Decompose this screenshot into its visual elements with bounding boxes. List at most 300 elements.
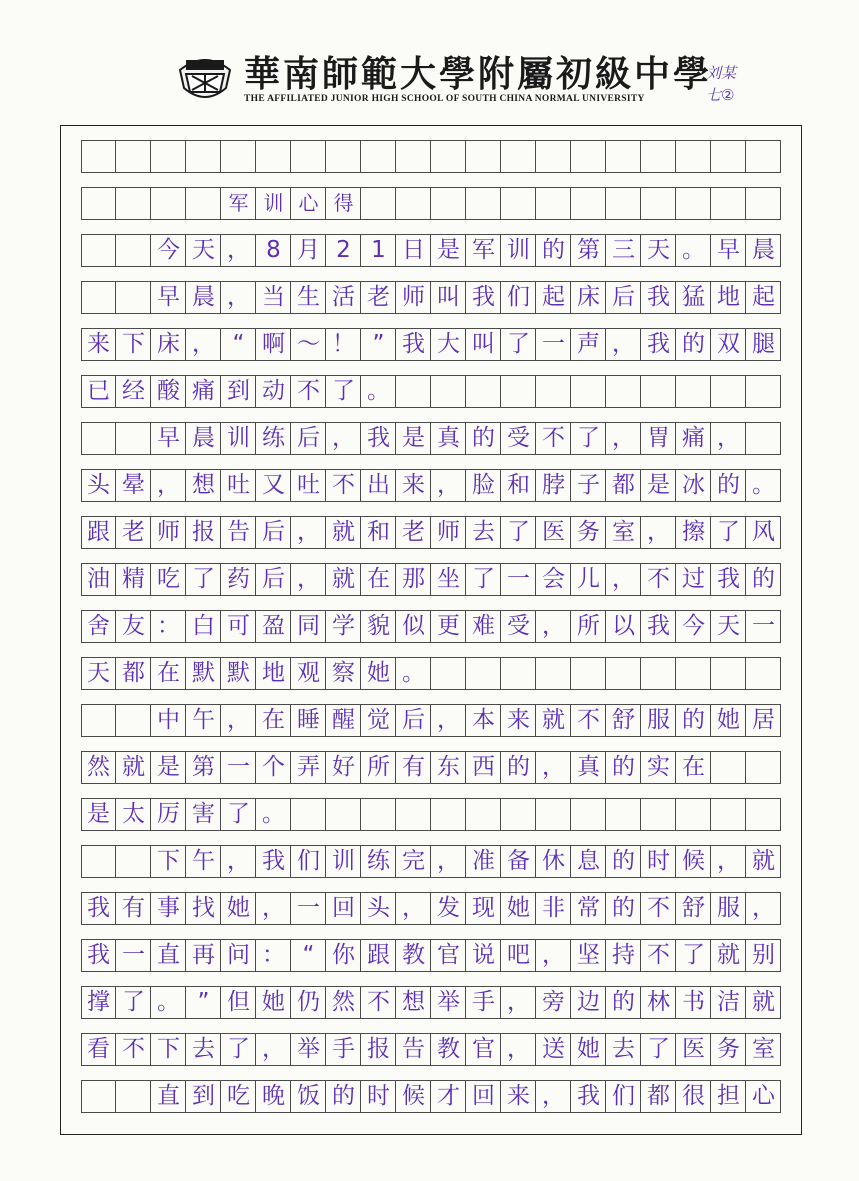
essay-character: 后 — [612, 284, 635, 310]
essay-character: 举 — [437, 989, 460, 1015]
essay-character: 想 — [402, 989, 425, 1015]
essay-character: 了 — [227, 801, 250, 827]
essay-character: 直 — [157, 1083, 180, 1109]
essay-character: 又 — [262, 472, 285, 498]
essay-character — [571, 140, 606, 173]
essay-character: 真 — [437, 425, 460, 451]
essay-character — [641, 375, 676, 408]
essay-character — [256, 140, 291, 173]
school-letterhead — [170, 42, 713, 114]
essay-character — [571, 798, 606, 831]
essay-character: 和 — [367, 519, 390, 545]
essay-character: 了 — [577, 425, 600, 451]
essay-character: ” — [197, 989, 210, 1015]
essay-character — [116, 187, 151, 220]
essay-character: 会 — [542, 566, 565, 592]
essay-character: 后 — [262, 519, 285, 545]
essay-character: 问 — [227, 942, 250, 968]
essay-line — [81, 469, 781, 502]
essay-character: 风 — [752, 519, 775, 545]
essay-character: 地 — [717, 284, 740, 310]
essay-character — [431, 375, 466, 408]
essay-character: 去 — [472, 519, 495, 545]
essay-character: 后 — [402, 707, 425, 733]
essay-character: 友 — [122, 613, 145, 639]
essay-character: ， — [227, 284, 250, 310]
essay-character: 生 — [297, 284, 320, 310]
essay-character: 医 — [542, 519, 565, 545]
essay-character: 但 — [227, 989, 250, 1015]
essay-character: 都 — [612, 472, 635, 498]
essay-character: ， — [262, 895, 285, 921]
essay-character — [326, 140, 361, 173]
essay-character: ， — [227, 707, 250, 733]
essay-line — [81, 140, 781, 173]
essay-character: 找 — [192, 895, 215, 921]
essay-character: 候 — [402, 1083, 425, 1109]
essay-character: ， — [542, 942, 565, 968]
essay-character: 过 — [682, 566, 705, 592]
essay-character: 我 — [87, 895, 110, 921]
essay-character — [431, 798, 466, 831]
essay-character: 天 — [647, 237, 670, 263]
essay-character: 师 — [437, 519, 460, 545]
essay-character: 她 — [577, 1036, 600, 1062]
essay-character: 一 — [122, 942, 145, 968]
essay-character — [361, 187, 396, 220]
essay-character: 起 — [752, 284, 775, 310]
essay-character: 下 — [157, 848, 180, 874]
essay-character: 我 — [262, 848, 285, 874]
essay-character: 精 — [122, 566, 145, 592]
essay-character: 常 — [577, 895, 600, 921]
essay-character: ， — [437, 472, 460, 498]
essay-character: 是 — [87, 801, 110, 827]
essay-character — [676, 187, 711, 220]
essay-character: 好 — [332, 754, 355, 780]
essay-character: ： — [157, 613, 180, 639]
essay-character: 受 — [507, 425, 530, 451]
essay-character — [746, 798, 781, 831]
essay-character: 回 — [472, 1083, 495, 1109]
essay-character: 已 — [87, 378, 110, 404]
essay-character — [396, 140, 431, 173]
essay-character: 晨 — [192, 425, 215, 451]
essay-character: 到 — [192, 1083, 215, 1109]
essay-character: 仍 — [297, 989, 320, 1015]
essay-character — [746, 375, 781, 408]
essay-character: ， — [542, 1083, 565, 1109]
essay-character: ， — [297, 519, 320, 545]
essay-character: 的 — [542, 237, 565, 263]
essay-character: 去 — [192, 1036, 215, 1062]
essay-character — [81, 187, 116, 220]
essay-character: 。 — [402, 660, 425, 686]
essay-character: 不 — [542, 425, 565, 451]
essay-character: 胃 — [647, 425, 670, 451]
essay-character: ， — [227, 237, 250, 263]
essay-character: 来 — [87, 331, 110, 357]
essay-character: 非 — [542, 895, 565, 921]
essay-character — [466, 798, 501, 831]
essay-character — [676, 375, 711, 408]
essay-character — [676, 657, 711, 690]
essay-character: ： — [262, 942, 285, 968]
essay-character: 床 — [577, 284, 600, 310]
essay-character — [81, 281, 116, 314]
essay-character: 吐 — [297, 472, 320, 498]
essay-character: 擦 — [682, 519, 705, 545]
essay-character: 在 — [367, 566, 390, 592]
essay-character: 地 — [262, 660, 285, 686]
essay-line — [81, 845, 781, 878]
essay-character: 候 — [682, 848, 705, 874]
essay-character — [431, 657, 466, 690]
essay-character: ， — [507, 1036, 530, 1062]
essay-character: 来 — [402, 472, 425, 498]
essay-character: 。 — [157, 989, 180, 1015]
essay-character: 同 — [297, 613, 320, 639]
essay-character: 官 — [472, 1036, 495, 1062]
essay-character: 了 — [647, 1036, 670, 1062]
essay-character: ” — [372, 331, 385, 357]
essay-character: 一 — [297, 895, 320, 921]
essay-character — [81, 422, 116, 455]
essay-line — [81, 751, 781, 784]
essay-character: 报 — [367, 1036, 390, 1062]
essay-character: 担 — [717, 1083, 740, 1109]
essay-character: 教 — [437, 1036, 460, 1062]
essay-character: 坐 — [437, 566, 460, 592]
essay-character: 们 — [612, 1083, 635, 1109]
essay-character — [711, 375, 746, 408]
essay-character: 日 — [402, 237, 425, 263]
essay-character: 有 — [122, 895, 145, 921]
essay-character: 出 — [367, 472, 390, 498]
essay-character: 她 — [227, 895, 250, 921]
essay-character — [81, 845, 116, 878]
essay-character: 军 — [472, 237, 495, 263]
essay-character: 官 — [437, 942, 460, 968]
essay-character: 猛 — [682, 284, 705, 310]
essay-character — [501, 798, 536, 831]
essay-character: ， — [612, 566, 635, 592]
essay-character: 是 — [647, 472, 670, 498]
essay-character: 手 — [332, 1036, 355, 1062]
essay-character: 子 — [577, 472, 600, 498]
essay-character — [81, 140, 116, 173]
essay-character: 早 — [717, 237, 740, 263]
essay-character — [536, 798, 571, 831]
essay-character: 准 — [472, 848, 495, 874]
essay-character: 事 — [157, 895, 180, 921]
essay-character — [606, 375, 641, 408]
essay-character: 就 — [752, 989, 775, 1015]
essay-character: 天 — [717, 613, 740, 639]
essay-character: ， — [717, 848, 740, 874]
essay-character: 训 — [332, 848, 355, 874]
essay-character: 发 — [437, 895, 460, 921]
essay-character — [151, 140, 186, 173]
essay-character — [396, 187, 431, 220]
essay-character: 一 — [752, 613, 775, 639]
essay-character: ， — [612, 331, 635, 357]
essay-character: 不 — [122, 1036, 145, 1062]
essay-character: 难 — [472, 613, 495, 639]
essay-character: 去 — [612, 1036, 635, 1062]
essay-line — [81, 1080, 781, 1113]
essay-character — [81, 704, 116, 737]
essay-character: 默 — [227, 660, 250, 686]
essay-character — [711, 187, 746, 220]
essay-character: 不 — [647, 566, 670, 592]
essay-character: 当 — [262, 284, 285, 310]
essay-character — [466, 375, 501, 408]
essay-character — [536, 375, 571, 408]
essay-character: ， — [192, 331, 215, 357]
essay-character: 。 — [752, 472, 775, 498]
essay-character: 活 — [332, 284, 355, 310]
essay-character: ， — [227, 848, 250, 874]
essay-character: ， — [437, 848, 460, 874]
essay-character: 不 — [577, 707, 600, 733]
essay-character: 训 — [227, 425, 250, 451]
essay-character: ， — [402, 895, 425, 921]
essay-character: ， — [332, 425, 355, 451]
essay-character: 老 — [122, 519, 145, 545]
essay-character: 了 — [122, 989, 145, 1015]
essay-character — [711, 751, 746, 784]
essay-character: 就 — [752, 848, 775, 874]
essay-character: 下 — [122, 331, 145, 357]
essay-character: 了 — [192, 566, 215, 592]
essay-character: 手 — [472, 989, 495, 1015]
essay-character: 就 — [122, 754, 145, 780]
essay-line — [81, 704, 781, 737]
essay-character: 医 — [682, 1036, 705, 1062]
essay-character: 居 — [752, 707, 775, 733]
essay-character: 头 — [367, 895, 390, 921]
essay-character — [501, 140, 536, 173]
essay-character: 到 — [227, 378, 250, 404]
school-crest-icon — [176, 48, 234, 106]
essay-character: 儿 — [577, 566, 600, 592]
essay-character: 想 — [192, 472, 215, 498]
essay-character: 月 — [297, 237, 320, 263]
essay-character — [291, 140, 326, 173]
essay-character: 不 — [647, 942, 670, 968]
essay-character: 似 — [402, 613, 425, 639]
essay-character: 的 — [682, 707, 705, 733]
essay-character: 我 — [577, 1083, 600, 1109]
essay-character: 舒 — [682, 895, 705, 921]
essay-character: 林 — [647, 989, 670, 1015]
essay-character: 药 — [227, 566, 250, 592]
essay-character: 们 — [507, 284, 530, 310]
essay-title — [81, 187, 781, 220]
essay-character — [641, 187, 676, 220]
essay-character: 的 — [612, 754, 635, 780]
essay-character: 撑 — [87, 989, 110, 1015]
essay-character — [501, 657, 536, 690]
essay-character: 不 — [332, 472, 355, 498]
essay-character: 时 — [647, 848, 670, 874]
essay-character: 可 — [227, 613, 250, 639]
essay-character: 们 — [297, 848, 320, 874]
essay-character: 晨 — [752, 237, 775, 263]
essay-character: 是 — [437, 237, 460, 263]
essay-character — [571, 187, 606, 220]
essay-character: 我 — [647, 331, 670, 357]
essay-character — [746, 751, 781, 784]
essay-character — [711, 798, 746, 831]
essay-character: 大 — [437, 331, 460, 357]
essay-line — [81, 563, 781, 596]
essay-character: 弄 — [297, 754, 320, 780]
essay-character — [606, 798, 641, 831]
essay-character: 心 — [752, 1083, 775, 1109]
essay-line — [81, 939, 781, 972]
essay-character: ， — [542, 754, 565, 780]
essay-character: 是 — [402, 425, 425, 451]
essay-character: 床 — [157, 331, 180, 357]
essay-character: 练 — [262, 425, 285, 451]
essay-character: 跟 — [367, 942, 390, 968]
essay-character — [396, 798, 431, 831]
essay-character: 8 — [266, 237, 281, 263]
essay-character: 午 — [192, 707, 215, 733]
essay-character: 吃 — [157, 566, 180, 592]
essay-character: 厉 — [157, 801, 180, 827]
essay-character: 就 — [332, 519, 355, 545]
essay-character: 练 — [367, 848, 390, 874]
essay-character: 所 — [577, 613, 600, 639]
composition-paper — [60, 125, 802, 1135]
essay-character: 很 — [682, 1083, 705, 1109]
essay-character: 说 — [472, 942, 495, 968]
essay-character: 后 — [297, 425, 320, 451]
essay-character — [431, 187, 466, 220]
essay-character: ， — [542, 613, 565, 639]
essay-character: 跟 — [87, 519, 110, 545]
essay-character: 头 — [87, 472, 110, 498]
essay-character: 我 — [402, 331, 425, 357]
essay-character: 有 — [402, 754, 425, 780]
essay-character: 别 — [752, 942, 775, 968]
essay-character: 晨 — [192, 284, 215, 310]
essay-character: 了 — [507, 519, 530, 545]
essay-character: 所 — [367, 754, 390, 780]
essay-character: 旁 — [542, 989, 565, 1015]
essay-character: ， — [612, 425, 635, 451]
essay-character — [711, 657, 746, 690]
essay-character: 息 — [577, 848, 600, 874]
essay-character — [291, 798, 326, 831]
essay-character — [116, 281, 151, 314]
essay-character: 了 — [682, 942, 705, 968]
essay-character: 了 — [507, 331, 530, 357]
essay-character — [571, 657, 606, 690]
essay-character: 了 — [227, 1036, 250, 1062]
essay-character: 务 — [717, 1036, 740, 1062]
essay-character — [501, 187, 536, 220]
essay-character: 告 — [402, 1036, 425, 1062]
essay-character — [676, 798, 711, 831]
essay-line — [81, 798, 781, 831]
essay-character: 告 — [227, 519, 250, 545]
essay-line — [81, 281, 781, 314]
essay-character: 举 — [297, 1036, 320, 1062]
essay-character: 边 — [577, 989, 600, 1015]
essay-character: 老 — [402, 519, 425, 545]
essay-character: 饭 — [297, 1083, 320, 1109]
essay-character: 一 — [227, 754, 250, 780]
essay-character — [466, 140, 501, 173]
essay-character: 就 — [542, 707, 565, 733]
essay-character — [641, 657, 676, 690]
essay-character: ， — [437, 707, 460, 733]
essay-character: 在 — [157, 660, 180, 686]
essay-character: 直 — [157, 942, 180, 968]
essay-character: 腿 — [752, 331, 775, 357]
essay-character: 不 — [297, 378, 320, 404]
essay-line — [81, 610, 781, 643]
essay-character: 睡 — [297, 707, 320, 733]
essay-character: 吐 — [227, 472, 250, 498]
author-signature — [706, 62, 766, 106]
essay-character — [641, 798, 676, 831]
essay-character: 晚 — [262, 1083, 285, 1109]
essay-line — [81, 986, 781, 1019]
essay-character: 观 — [297, 660, 320, 686]
essay-character — [711, 140, 746, 173]
essay-character: 我 — [472, 284, 495, 310]
essay-character — [746, 422, 781, 455]
essay-character: 脸 — [472, 472, 495, 498]
essay-character: 教 — [402, 942, 425, 968]
essay-character: 洁 — [717, 989, 740, 1015]
essay-line — [81, 516, 781, 549]
essay-character: 冰 — [682, 472, 705, 498]
essay-character: 舍 — [87, 613, 110, 639]
essay-character: 就 — [717, 942, 740, 968]
essay-character: 休 — [542, 848, 565, 874]
essay-character: 师 — [402, 284, 425, 310]
essay-character: ， — [717, 425, 740, 451]
essay-line — [81, 892, 781, 925]
essay-character: 学 — [332, 613, 355, 639]
essay-character: 舒 — [612, 707, 635, 733]
essay-character: 后 — [262, 566, 285, 592]
essay-character: 训 — [507, 237, 530, 263]
essay-character: 貌 — [367, 613, 390, 639]
essay-character: 来 — [507, 707, 530, 733]
essay-character: 下 — [157, 1036, 180, 1062]
essay-character: 看 — [87, 1036, 110, 1062]
essay-character: 我 — [87, 942, 110, 968]
essay-character: ， — [297, 566, 320, 592]
essay-character — [116, 140, 151, 173]
essay-character: ！ — [332, 331, 355, 357]
essay-character — [746, 187, 781, 220]
essay-character — [676, 140, 711, 173]
essay-character: 都 — [122, 660, 145, 686]
essay-character: 老 — [367, 284, 390, 310]
essay-character — [536, 140, 571, 173]
essay-character: 然 — [87, 754, 110, 780]
essay-character: 你 — [332, 942, 355, 968]
essay-character — [746, 657, 781, 690]
